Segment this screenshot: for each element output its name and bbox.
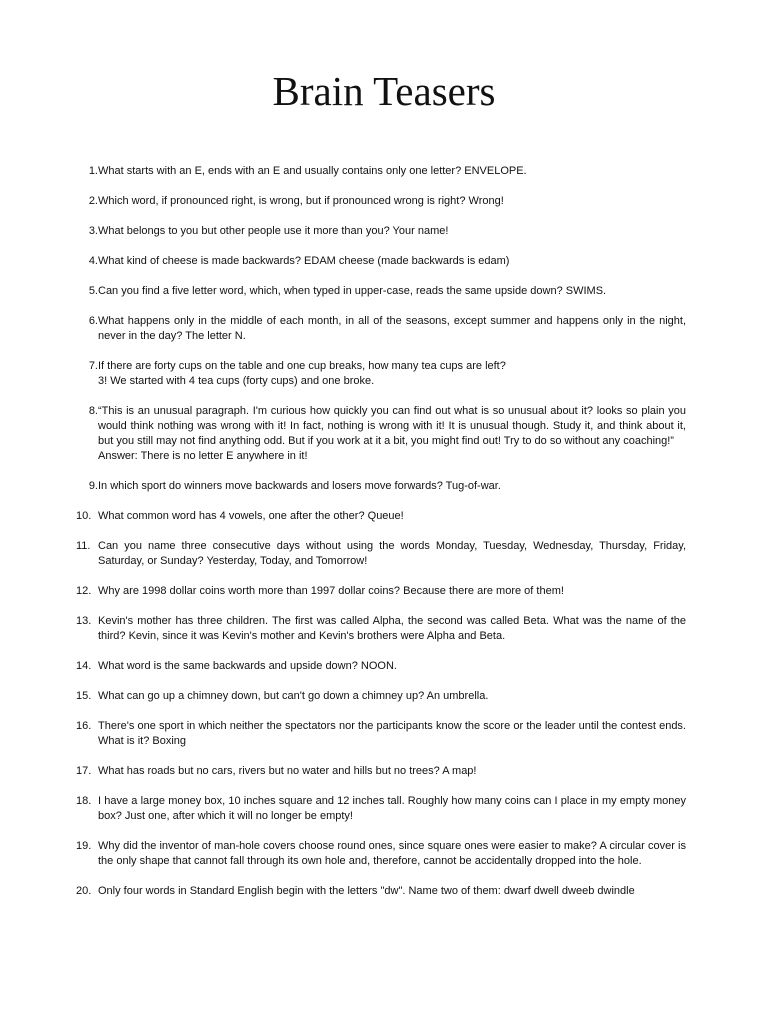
question-text: What belongs to you but other people use it more than you? Your name! — [98, 225, 449, 237]
item-text — [98, 254, 686, 269]
item-number: 15. — [76, 690, 92, 702]
item-number: 3. — [88, 225, 98, 237]
question-text: In which sport do winners move backwards and losers move forwards? Tug-of-war. — [98, 480, 501, 492]
list-item — [76, 689, 686, 704]
item-number: 10. — [76, 510, 92, 522]
question-text: What kind of cheese is made backwards? EDAM cheese (made backwards is edam) — [98, 255, 510, 267]
answer-text: 3! We started with 4 tea cups (forty cups) and one broke. — [98, 375, 375, 387]
item-number: 20. — [76, 885, 92, 897]
list-item — [76, 764, 686, 779]
question-text: There's one sport in which neither the spectators nor the participants know the score or the leader until the contest ends. What is it? Boxing — [98, 720, 686, 747]
item-number: 5. — [88, 285, 98, 297]
item-text — [94, 689, 686, 704]
item-number: 1. — [88, 165, 98, 177]
list-item — [76, 479, 686, 494]
question-text: Only four words in Standard English begin with the letters "dw". Name two of them: dwarf dwell dweeb dwindle — [98, 885, 635, 897]
question-text: Can you name three consecutive days without using the words Monday, Tuesday, Wednesday, Thursday, Friday, Saturday, or Sunday? Yesterday, Today, and Tomorrow! — [98, 540, 686, 567]
list-item — [76, 614, 686, 644]
teaser-list — [76, 164, 686, 914]
list-item — [76, 539, 686, 569]
item-number: 6. — [88, 315, 98, 327]
list-item — [76, 194, 686, 209]
item-text — [98, 314, 686, 344]
question-text: What happens only in the middle of each month, in all of the seasons, except summer and happens only in the night, never in the day? The letter N. — [98, 315, 686, 342]
list-item — [76, 839, 686, 869]
item-number: 7. — [88, 360, 98, 372]
item-text — [94, 539, 686, 569]
page-title: Brain Teasers — [272, 68, 496, 114]
item-text — [94, 794, 686, 824]
item-number: 19. — [76, 840, 92, 852]
list-item — [76, 584, 686, 599]
list-item — [76, 284, 686, 299]
question-text: Why did the inventor of man-hole covers choose round ones, since square ones were easier to make? A circular cover is the only shape that cannot fall through its own hole and, therefore, cannot be accidentally dropped into the hole. — [98, 840, 686, 867]
question-text: Why are 1998 dollar coins worth more than 1997 dollar coins? Because there are more of them! — [98, 585, 564, 597]
item-number: 9. — [88, 480, 98, 492]
list-item — [76, 659, 686, 674]
item-number: 4. — [88, 255, 98, 267]
list-item — [76, 314, 686, 344]
item-number: 8. — [88, 405, 98, 417]
item-text — [98, 224, 686, 239]
question-text: What starts with an E, ends with an E and usually contains only one letter? ENVELOPE. — [98, 165, 527, 177]
answer-text: Answer: There is no letter E anywhere in it! — [98, 450, 308, 462]
list-item — [76, 509, 686, 524]
question-text: I have a large money box, 10 inches square and 12 inches tall. Roughly how many coins can I place in my empty money box? Just one, after which it will no longer be empty! — [98, 795, 686, 822]
item-number: 12. — [76, 585, 92, 597]
list-item — [76, 404, 686, 464]
question-text: What word is the same backwards and upside down? NOON. — [98, 660, 397, 672]
question-text: If there are forty cups on the table and one cup breaks, how many tea cups are left? — [98, 360, 506, 372]
item-text — [98, 404, 686, 464]
item-text — [94, 884, 686, 899]
item-text — [98, 164, 686, 179]
list-item — [76, 359, 686, 389]
item-text — [98, 194, 686, 209]
list-item — [76, 164, 686, 179]
item-text — [98, 284, 686, 299]
item-number: 13. — [76, 615, 92, 627]
list-item — [76, 884, 686, 899]
item-number: 17. — [76, 765, 92, 777]
question-text: “This is an unusual paragraph. I'm curious how quickly you can find out what is so unusual about it? looks so plain you would think nothing was wrong with it! In fact, nothing is wrong with it! It is unusual though. Study it, and think about it, but you still may not find anything odd. But if you work at it a bit, you might find out! Try to do so without any coaching!” — [98, 405, 686, 447]
item-text — [94, 584, 686, 599]
item-text — [94, 659, 686, 674]
item-text — [94, 719, 686, 749]
item-text — [98, 479, 686, 494]
question-text: Kevin's mother has three children. The first was called Alpha, the second was called Beta. What was the name of the third? Kevin, since it was Kevin's mother and Kevin's brothers were Alpha and Beta. — [98, 615, 686, 642]
list-item — [76, 224, 686, 239]
item-number: 16. — [76, 720, 92, 732]
question-text: What common word has 4 vowels, one after the other? Queue! — [98, 510, 404, 522]
item-text — [94, 509, 686, 524]
question-text: Which word, if pronounced right, is wrong, but if pronounced wrong is right? Wrong! — [98, 195, 504, 207]
item-text — [94, 764, 686, 779]
question-text: What has roads but no cars, rivers but no water and hills but no trees? A map! — [98, 765, 477, 777]
question-text: Can you find a five letter word, which, when typed in upper-case, reads the same upside down? SWIMS. — [98, 285, 607, 297]
item-number: 2. — [88, 195, 98, 207]
list-item — [76, 719, 686, 749]
question-text: What can go up a chimney down, but can't go down a chimney up? An umbrella. — [98, 690, 489, 702]
list-item — [76, 254, 686, 269]
item-text — [98, 359, 686, 389]
item-text — [94, 614, 686, 644]
item-number: 18. — [76, 795, 92, 807]
item-text — [94, 839, 686, 869]
item-number: 14. — [76, 660, 92, 672]
list-item — [76, 794, 686, 824]
item-number: 11. — [76, 540, 91, 552]
